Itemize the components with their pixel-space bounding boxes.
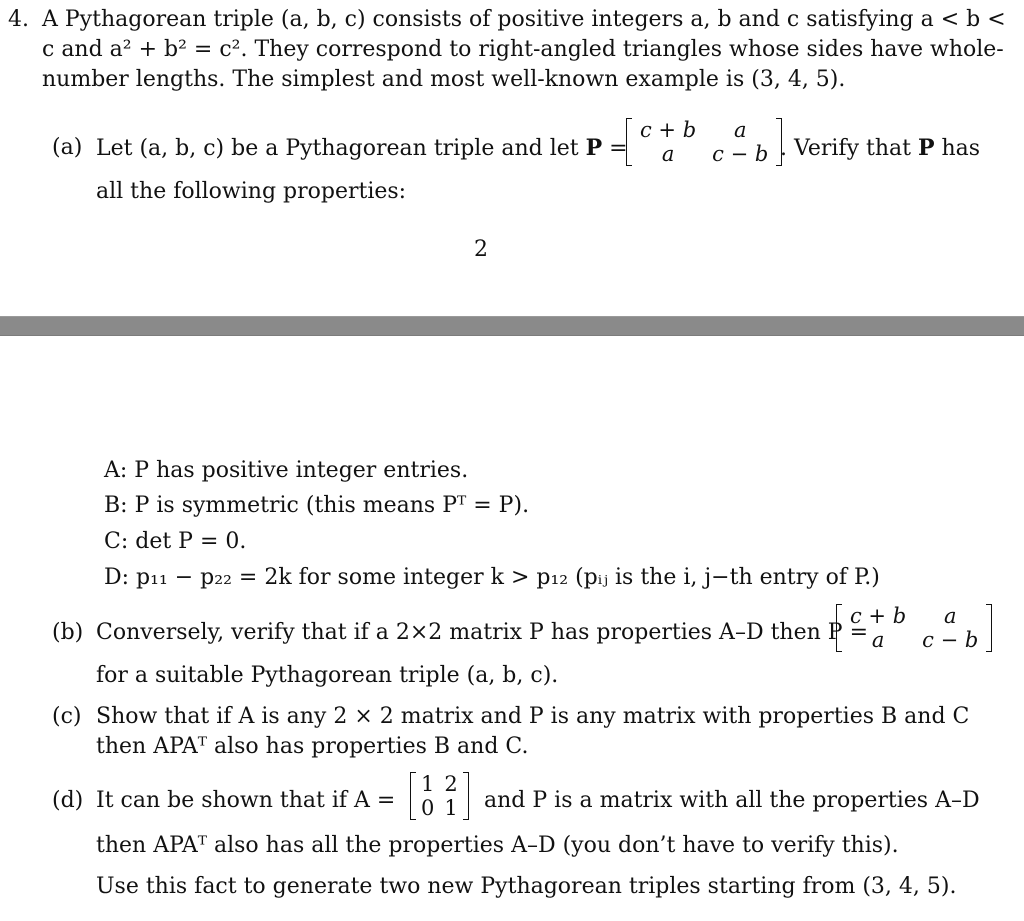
- matrix-A-entry-11: 1: [421, 772, 435, 796]
- part-d-text-1: It can be shown that if A =: [96, 788, 396, 813]
- property-A: A: P has positive integer entries.: [104, 458, 469, 483]
- part-d-label: (d): [52, 788, 84, 813]
- part-a-label: (a): [52, 135, 83, 160]
- matrix-entry-11: c + b: [640, 118, 697, 142]
- matrix-symbol-P-2: P: [917, 135, 935, 161]
- part-c-line-2: then APAᵀ also has properties B and C.: [96, 734, 529, 759]
- part-c-label: (c): [52, 704, 82, 729]
- part-a-text-2: . Verify that: [780, 136, 911, 161]
- part-b-text-1: Conversely, verify that if a 2×2 matrix P has properties A–D then P =: [96, 620, 868, 645]
- part-d-text-2: and P is a matrix with all the properties A–D: [484, 788, 980, 813]
- matrix-b-entry-12: a: [943, 604, 957, 628]
- page-divider: [0, 316, 1024, 336]
- intro-line-2: c and a² + b² = c². They correspond to right-angled triangles whose sides have whole-: [42, 37, 1004, 62]
- property-C: C: det P = 0.: [104, 529, 247, 554]
- property-D: D: p₁₁ − p₂₂ = 2k for some integer k > p₁₂ (pᵢⱼ is the i, j−th entry of P.): [104, 565, 880, 590]
- page-top: [0, 0, 1024, 316]
- page-number: 2: [474, 237, 488, 262]
- matrix-A: [406, 772, 473, 820]
- intro-line-3: number lengths. The simplest and most well-known example is (3, 4, 5).: [42, 67, 846, 92]
- matrix-b-entry-21: a: [871, 628, 885, 652]
- matrix-symbol-P: P: [585, 135, 603, 161]
- problem-number: 4.: [8, 7, 29, 32]
- page-bottom: [0, 336, 1024, 921]
- part-b-line-2: for a suitable Pythagorean triple (a, b, c).: [96, 663, 559, 688]
- part-a-line-2: all the following properties:: [96, 179, 407, 204]
- part-a-text-1: Let (a, b, c) be a Pythagorean triple and let: [96, 136, 579, 161]
- matrix-P-b: [832, 604, 996, 652]
- part-d-line-3: Use this fact to generate two new Pythagorean triples starting from (3, 4, 5).: [96, 874, 957, 899]
- property-B: B: P is symmetric (this means Pᵀ = P).: [104, 493, 530, 518]
- matrix-A-entry-22: 1: [444, 796, 458, 820]
- matrix-entry-21: a: [661, 142, 675, 166]
- part-d-line-2: then APAᵀ also has all the properties A–D (you don’t have to verify this).: [96, 833, 899, 858]
- part-a-text-3: has: [941, 136, 981, 161]
- matrix-A-entry-21: 0: [421, 796, 435, 820]
- part-c-line-1: Show that if A is any 2 × 2 matrix and P is any matrix with properties B and C: [96, 704, 970, 729]
- matrix-entry-22: c − b: [712, 142, 769, 166]
- matrix-b-entry-11: c + b: [850, 604, 907, 628]
- part-b-label: (b): [52, 620, 84, 645]
- equals-sign: =: [609, 136, 628, 161]
- matrix-A-entry-12: 2: [444, 772, 458, 796]
- part-a-text: [96, 135, 628, 162]
- matrix-entry-12: a: [733, 118, 747, 142]
- matrix-P: [622, 118, 786, 166]
- part-a-text-verify: [780, 135, 980, 162]
- matrix-b-entry-22: c − b: [922, 628, 979, 652]
- intro-line-1: A Pythagorean triple (a, b, c) consists of positive integers a, b and c satisfying a < b <: [42, 7, 1006, 32]
